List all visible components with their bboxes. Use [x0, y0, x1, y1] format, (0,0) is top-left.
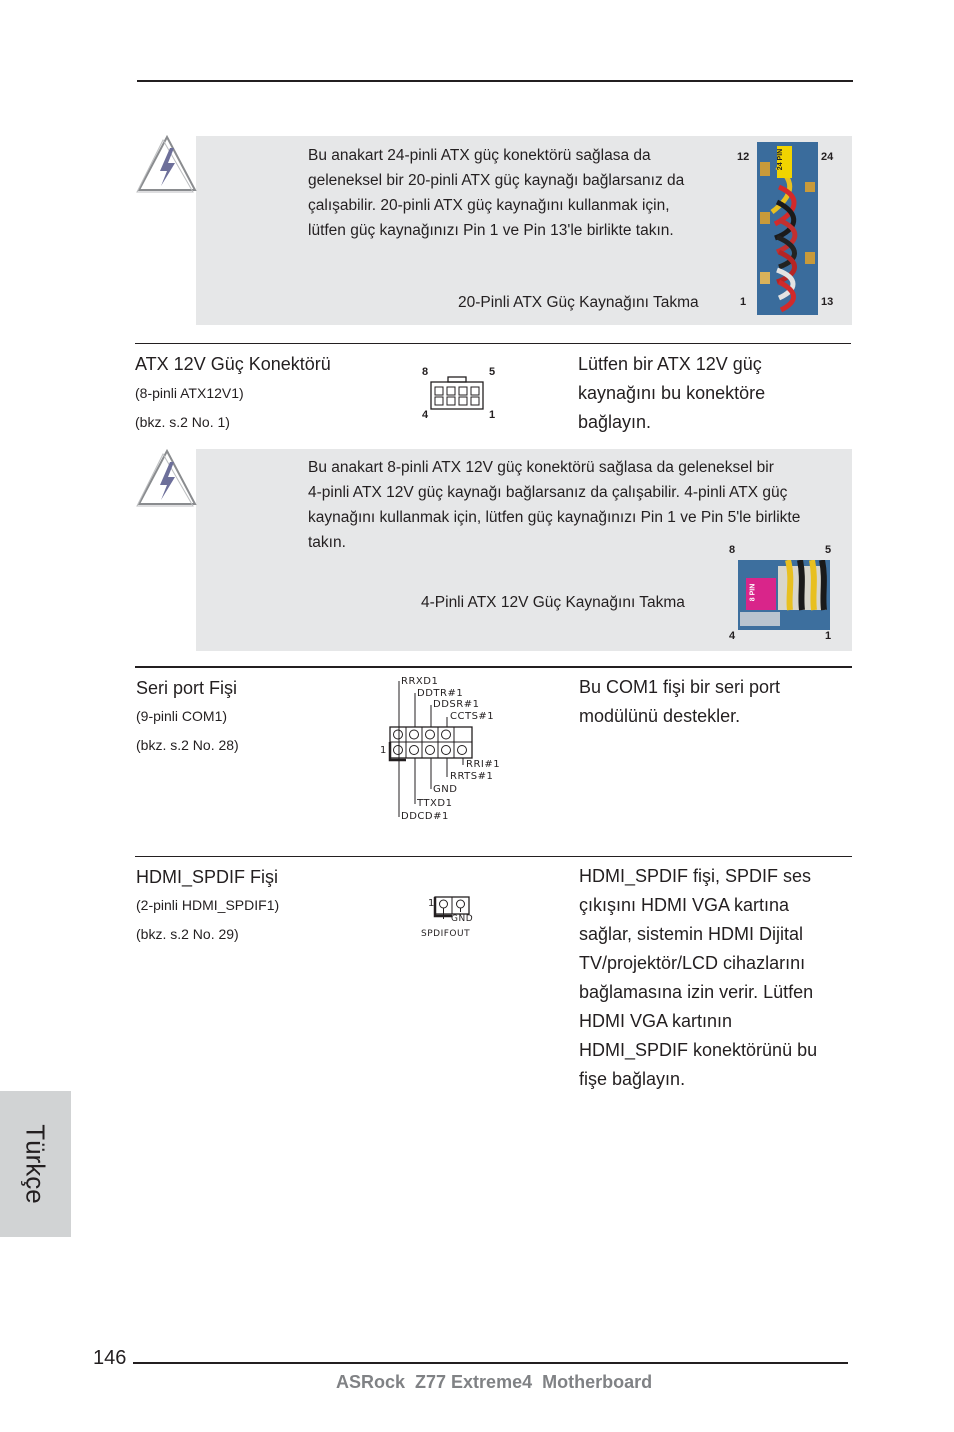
- pin-label: 5: [489, 366, 496, 378]
- pin-label: 1: [825, 630, 832, 642]
- warning-icon: [136, 448, 198, 508]
- note2-line: kaynağını kullanmak için, lütfen güç kaynağınızı Pin 1 ve Pin 5'le birlikte: [308, 509, 801, 526]
- atx12v-desc: [578, 350, 765, 437]
- pin-label: 4: [729, 630, 736, 642]
- footer-rule: [133, 1362, 848, 1364]
- section-rule: [135, 343, 851, 344]
- desc-line: TV/projektör/LCD cihazlarını: [579, 953, 806, 973]
- desc-line: fişe bağlayın.: [579, 1069, 686, 1089]
- section-rule: [135, 666, 852, 668]
- pin-label: 1: [740, 296, 747, 308]
- note2-text: [308, 455, 848, 555]
- com1-pin1-label: 1: [380, 745, 387, 756]
- desc-line: HDMI VGA kartının: [579, 1011, 733, 1031]
- note1-caption: 20-Pinli ATX Güç Kaynağını Takma: [458, 294, 699, 311]
- com1-label-ttxd: TTXD1: [417, 798, 453, 809]
- pin-label: 1: [489, 409, 496, 421]
- note1-line: geleneksel bir 20-pinli ATX güç kaynağı bağlarsanız da: [308, 172, 685, 189]
- hdmi-sub1: (2-pinli HDMI_SPDIF1): [136, 897, 280, 913]
- note1-line: çalışabilir. 20-pinli ATX güç kaynağını kullanmak için,: [308, 197, 670, 214]
- com1-label-rri: RRI#1: [466, 759, 501, 770]
- atx12v-title: ATX 12V Güç Konektörü: [135, 354, 331, 374]
- com1-label-ddsr: DDSR#1: [433, 699, 480, 710]
- serial-title: Seri port Fişi: [136, 678, 238, 698]
- atx12v-sub1: (8-pinli ATX12V1): [135, 385, 244, 401]
- desc-line: Lütfen bir ATX 12V güç: [578, 354, 762, 374]
- pin-label: 8: [422, 366, 429, 378]
- connector-photo-24pin: [757, 142, 818, 315]
- note2-line: Bu anakart 8-pinli ATX 12V güç konektörü sağlasa da geleneksel bir: [308, 459, 774, 476]
- top-rule: [137, 80, 853, 82]
- note1-line: lütfen güç kaynağınızı Pin 1 ve Pin 13'le birlikte takın.: [308, 222, 674, 239]
- com1-label-ccts: CCTS#1: [450, 711, 495, 722]
- pin-label: 24: [821, 151, 834, 163]
- desc-line: çıkışını HDMI VGA kartına: [579, 895, 790, 915]
- footer-title: ASRock Z77 Extreme4 Motherboard: [336, 1372, 653, 1392]
- desc-line: modülünü destekler.: [579, 706, 741, 726]
- warning-icon: [136, 134, 198, 194]
- note2-caption: 4-Pinli ATX 12V Güç Kaynağını Takma: [421, 594, 685, 611]
- hdmi-title: HDMI_SPDIF Fişi: [136, 867, 279, 887]
- atx12v-sub2: (bkz. s.2 No. 1): [135, 414, 230, 430]
- com1-label-gnd: GND: [433, 784, 458, 795]
- desc-line: HDMI_SPDIF fişi, SPDIF ses: [579, 866, 812, 886]
- note2-line: takın.: [308, 534, 346, 551]
- note1-text: [308, 143, 728, 243]
- language-tab-label: Türkçe: [20, 1124, 51, 1204]
- desc-line: kaynağını bu konektöre: [578, 383, 766, 403]
- pin-label: 8: [729, 544, 736, 556]
- com1-label-ddtr: DDTR#1: [417, 688, 464, 699]
- com1-label-rrts: RRTS#1: [450, 771, 494, 782]
- connector-photo-8pin: [738, 560, 830, 630]
- pin-label: 13: [821, 296, 834, 308]
- page-number: 146: [93, 1347, 127, 1369]
- pin-label: 4: [422, 409, 429, 421]
- desc-line: bağlayın.: [578, 412, 652, 432]
- com1-label-rrxd: RRXD1: [401, 676, 439, 687]
- serial-sub2: (bkz. s.2 No. 28): [136, 737, 239, 753]
- serial-desc: [579, 673, 780, 731]
- board-label-8pin-text: 8 PIN: [749, 583, 757, 602]
- pin-label: 5: [825, 544, 832, 556]
- board-label-24pin-text: 24 PIN: [777, 148, 785, 171]
- section-rule: [135, 856, 852, 857]
- pin-label: 12: [737, 151, 750, 163]
- desc-line: HDMI_SPDIF konektörünü bu: [579, 1040, 818, 1060]
- spdif-out-label: SPDIFOUT: [421, 929, 471, 939]
- desc-line: sağlar, sistemin HDMI Dijital: [579, 924, 804, 944]
- hdmi-desc: [579, 862, 817, 1094]
- serial-sub1: (9-pinli COM1): [136, 708, 228, 724]
- desc-line: bağlamasına izin verir. Lütfen: [579, 982, 814, 1002]
- desc-line: Bu COM1 fişi bir seri port: [579, 677, 781, 697]
- spdif-gnd-label: GND: [451, 914, 474, 924]
- com1-label-ddcd: DDCD#1: [401, 811, 449, 822]
- spdif-pin1-label: 1: [428, 898, 435, 909]
- note1-line: Bu anakart 24-pinli ATX güç konektörü sağlasa da: [308, 147, 651, 164]
- note2-line: 4-pinli ATX 12V güç kaynağı bağlarsanız da çalışabilir. 4-pinli ATX güç: [308, 484, 788, 501]
- atx12v-connector-diagram: [430, 376, 484, 410]
- hdmi-sub2: (bkz. s.2 No. 29): [136, 926, 239, 942]
